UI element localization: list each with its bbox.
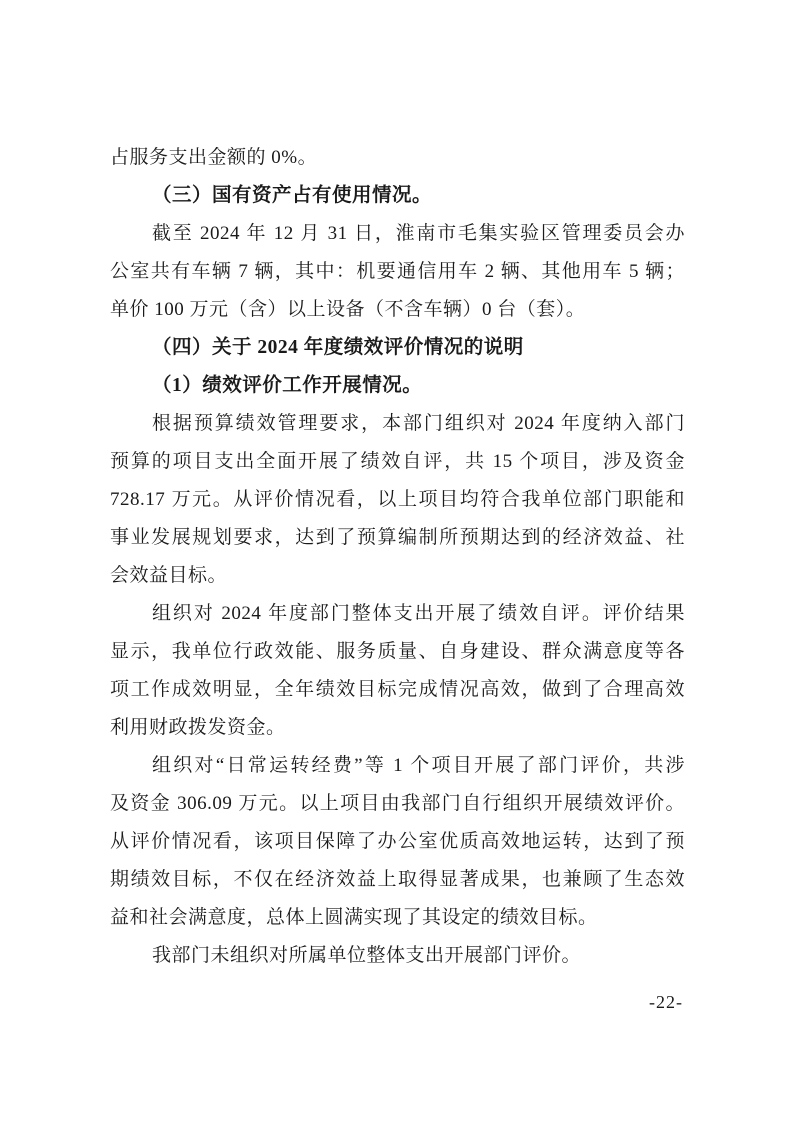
heading-line: （三）国有资产占有使用情况。 — [152, 185, 433, 206]
paragraph-overall-expenditure-evaluation — [110, 595, 685, 747]
text-line: 期绩效目标，不仅在经济效益上取得显著成果，也兼顾了生态效 — [110, 869, 685, 890]
text-line: 及资金 306.09 万元。以上项目由我部门自行组织开展绩效评价。 — [110, 793, 685, 814]
heading-line: （四）关于 2024 年度绩效评价情况的说明 — [152, 337, 524, 358]
text-line: 公室共有车辆 7 辆，其中：机要通信用车 2 辆、其他用车 5 辆； — [110, 261, 685, 282]
paragraph-department-evaluation — [110, 747, 685, 937]
text-line: 根据预算绩效管理要求，本部门组织对 2024 年度纳入部门 — [152, 413, 685, 434]
text-line: 组织对 2024 年度部门整体支出开展了绩效自评。评价结果 — [152, 603, 685, 624]
page-number: -22- — [649, 992, 683, 1012]
text-line: 利用财政拨发资金。 — [110, 717, 286, 738]
text-line: 益和社会满意度，总体上圆满实现了其设定的绩效目标。 — [110, 907, 598, 928]
text-line: 单价 100 万元（含）以上设备（不含车辆）0 台（套）。 — [110, 299, 586, 320]
paragraph-no-subordinate-evaluation — [110, 937, 685, 975]
text-line: 项工作成效明显，全年绩效目标完成情况高效，做到了合理高效 — [110, 679, 685, 700]
text-line: 截至 2024 年 12 月 31 日，淮南市毛集实验区管理委员会办 — [152, 223, 685, 244]
paragraph-service-share — [110, 139, 685, 177]
text-line: 728.17 万元。从评价情况看，以上项目均符合我单位部门职能和 — [110, 489, 685, 510]
heading-line: （1）绩效评价工作开展情况。 — [152, 375, 423, 396]
text-line: 会效益目标。 — [110, 565, 228, 586]
text-line: 组织对“日常运转经费”等 1 个项目开展了部门评价，共涉 — [152, 755, 685, 776]
text-line: 我部门未组织对所属单位整体支出开展部门评价。 — [152, 945, 582, 966]
text-line: 显示，我单位行政效能、服务质量、自身建设、群众满意度等各 — [110, 641, 685, 662]
document-body — [110, 139, 685, 1015]
text-line: 从评价情况看，该项目保障了办公室优质高效地运转，达到了预 — [110, 831, 685, 852]
paragraph-project-self-evaluation — [110, 405, 685, 595]
section-heading-performance-evaluation — [110, 329, 685, 367]
subsection-heading-evaluation-work — [110, 367, 685, 405]
section-heading-state-assets — [110, 177, 685, 215]
text-line: 事业发展规划要求，达到了预算编制所预期达到的经济效益、社 — [110, 527, 685, 548]
text-line: 预算的项目支出全面开展了绩效自评，共 15 个项目，涉及资金 — [110, 451, 685, 472]
paragraph-vehicles-equipment — [110, 215, 685, 329]
text-line: 占服务支出金额的 0%。 — [110, 147, 318, 168]
